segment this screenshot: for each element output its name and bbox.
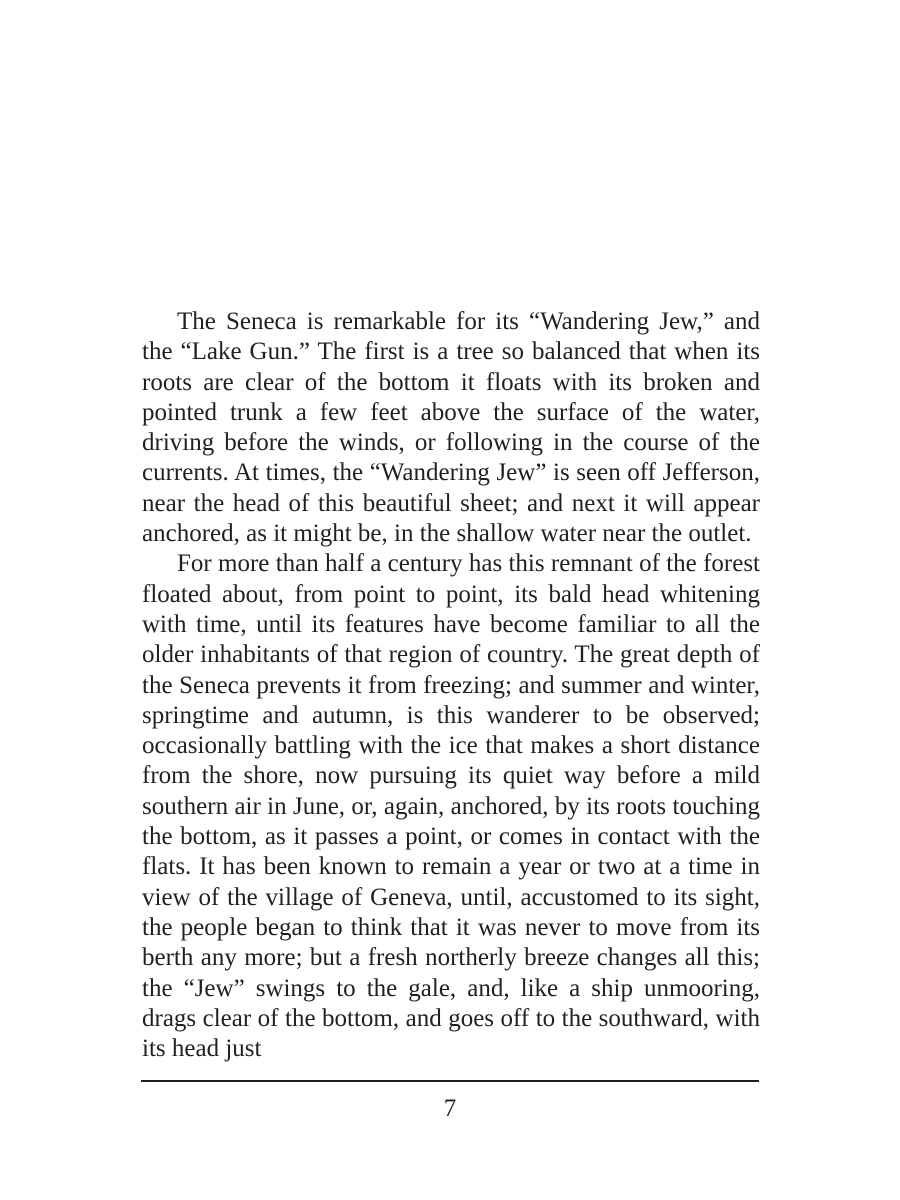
page-number: 7 <box>443 1095 457 1122</box>
footer-rule <box>141 1080 759 1082</box>
paragraph: The Seneca is remarkable for its “Wandering Jew,” and the “Lake Gun.” The first is a tree so balanced that when its roots are clear of the bottom it floats with its broken and pointed trunk a few feet above the surface of the water, driving before the winds, or following in the course of the currents. At times, the “Wandering Jew” is seen off Jefferson, near the head of this beautiful sheet; and next it will appear anchored, as it might be, in the shallow water near the outlet. <box>142 308 760 548</box>
body-text <box>142 307 760 1064</box>
paragraph: For more than half a century has this remnant of the forest floated about, from point to point, its bald head whitening with time, until its features have become familiar to all the older inhabitants of that region of country. The great depth of the Seneca prevents it from freezing; and summer and winter, springtime and autumn, is this wanderer to be observed; occasionally battling with the ice that makes a short distance from the shore, now pursuing its quiet way before a mild southern air in June, or, again, anchored, by its roots touching the bottom, as it passes a point, or comes in contact with the flats. It has been known to remain a year or two at a time in view of the village of Geneva, until, accustomed to its sight, the people began to think that it was never to move from its berth any more; but a fresh northerly breeze changes all this; the “Jew” swings to the gale, and, like a ship unmooring, drags clear of the bottom, and goes off to the southward, with its head just <box>142 550 760 1063</box>
